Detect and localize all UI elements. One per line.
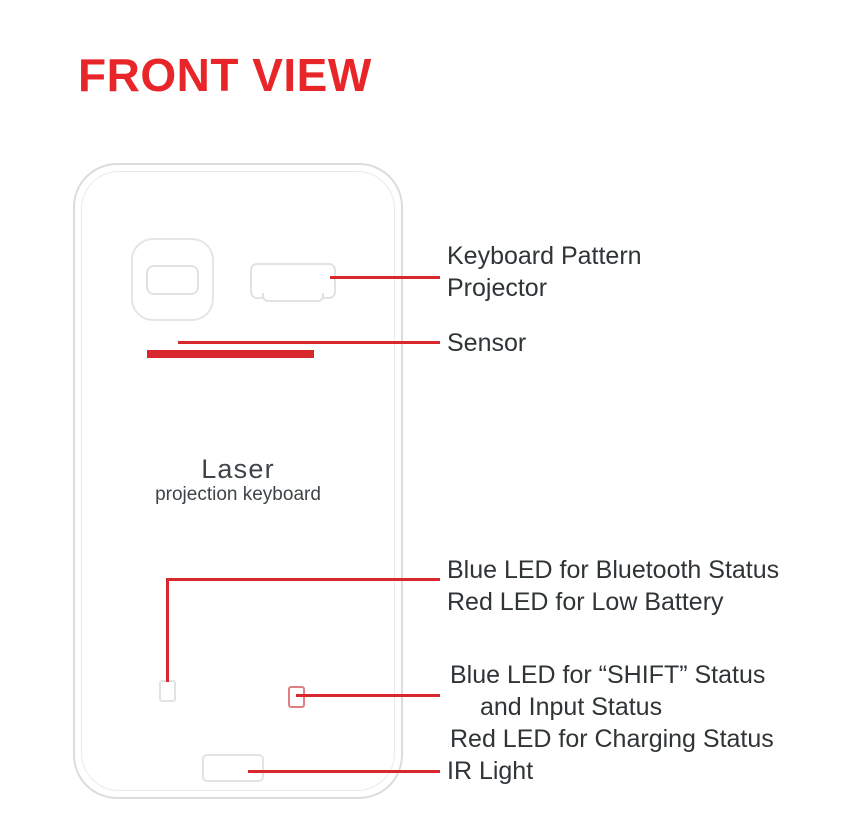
callout-shift-line3: Red LED for Charging Status xyxy=(450,725,774,753)
leader-line-ir-light xyxy=(248,770,440,773)
callout-shift-line2: and Input Status xyxy=(480,693,663,721)
shift-status-led xyxy=(288,686,305,708)
callout-projector-line1: Keyboard Pattern xyxy=(447,242,642,270)
leader-line-projector xyxy=(330,276,440,279)
device-brand-main: Laser xyxy=(201,454,275,484)
callout-projector-line2: Projector xyxy=(447,274,548,302)
callout-bluetooth-led xyxy=(447,554,779,618)
callout-bluetooth-line1: Blue LED for Bluetooth Status xyxy=(447,556,780,584)
keyboard-pattern-projector-notch xyxy=(262,293,324,302)
callout-keyboard-pattern-projector xyxy=(447,240,642,304)
leader-line-bluetooth-horizontal xyxy=(166,578,440,581)
page-title: FRONT VIEW xyxy=(78,49,372,101)
callout-ir-line1: IR Light xyxy=(447,757,534,785)
callout-sensor xyxy=(447,327,526,359)
device-brand-sub: projection keyboard xyxy=(155,484,321,505)
callout-shift-line1: Blue LED for “SHIFT” Status xyxy=(450,661,766,689)
bluetooth-status-led xyxy=(159,680,176,702)
callout-shift-led xyxy=(450,659,774,755)
leader-line-sensor xyxy=(178,341,440,344)
ir-light-window xyxy=(202,754,264,782)
callout-bluetooth-line2: Red LED for Low Battery xyxy=(447,588,724,616)
laser-emitter-bar xyxy=(147,350,314,358)
leader-line-shift xyxy=(296,694,440,697)
callout-sensor-line1: Sensor xyxy=(447,329,527,357)
sensor-lens xyxy=(146,265,199,295)
leader-line-bluetooth-vertical xyxy=(166,578,169,682)
callout-ir-light xyxy=(447,755,533,787)
